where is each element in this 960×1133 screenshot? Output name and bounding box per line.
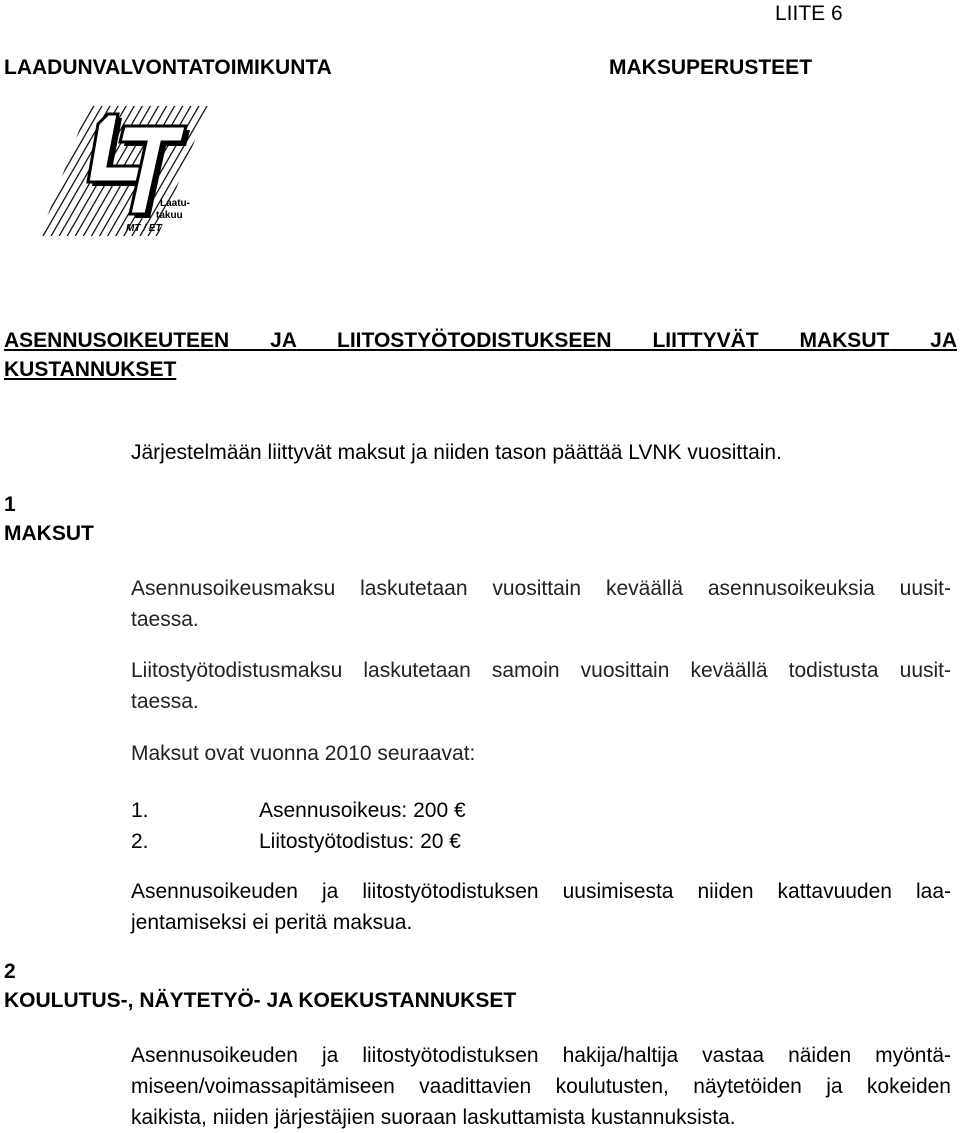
paragraph-line: Asennusoikeusmaksu laskutetaan vuosittain keväällä asennusoikeuksia uusit- (131, 577, 951, 600)
paragraph-line: taessa. (131, 690, 199, 713)
section2-number: 2 (4, 960, 16, 983)
section2-heading: KOULUTUS-, NÄYTETYÖ- JA KOEKUSTANNUKSET (4, 989, 517, 1012)
paragraph-line: jentamiseksi ei peritä maksua. (131, 911, 413, 934)
logo-text-2: takuu (156, 210, 183, 221)
title-word: LIITOSTYÖTODISTUKSEEN (337, 329, 612, 352)
title-word: JA (270, 329, 297, 352)
document-title: MAKSUPERUSTEET (609, 56, 813, 79)
list-item (131, 826, 466, 857)
logo-text-3: MT / ET (126, 223, 162, 234)
section1-number: 1 (4, 493, 16, 516)
title-word: LIITTYVÄT (652, 329, 759, 352)
title-word: MAKSUT (799, 329, 890, 352)
lt-logo (40, 100, 210, 240)
paragraph-line: Asennusoikeuden ja liitostyötodistuksen uusimisesta niiden kattavuuden laa- (131, 880, 951, 903)
list-item-number: 1. (131, 799, 149, 822)
list-item-text: Liitostyötodistus: 20 € (259, 830, 461, 853)
paragraph-renewal (131, 876, 951, 938)
appendix-label: LIITE 6 (775, 2, 843, 25)
logo-graphic (40, 100, 210, 240)
paragraph-line: taessa. (131, 608, 199, 631)
main-title-line-2: KUSTANNUKSET (4, 358, 177, 381)
paragraph-install-fee (131, 573, 951, 635)
section1-intro: Järjestelmään liittyvät maksut ja niiden tason päättää LVNK vuosittain. (131, 441, 782, 464)
organization-name: LAADUNVALVONTATOIMIKUNTA (4, 56, 332, 79)
paragraph-line: miseen/voimassapitämiseen vaadittavien koulutusten, näytetöiden ja kokeiden (131, 1075, 951, 1098)
paragraph-line: Liitostyötodistusmaksu laskutetaan samoin vuosittain keväällä todistusta uusit- (131, 659, 951, 682)
list-item (131, 795, 466, 826)
paragraph-line: kaikista, niiden järjestäjien suoraan laskuttamista kustannuksista. (131, 1106, 736, 1129)
paragraph-line: Asennusoikeuden ja liitostyötodistuksen hakija/haltija vastaa näiden myöntä- (131, 1044, 951, 1067)
main-title-line-1 (4, 326, 957, 355)
main-title (4, 326, 957, 384)
title-word: ASENNUSOIKEUTEEN (4, 329, 230, 352)
section1-heading: MAKSUT (4, 522, 94, 545)
list-item-text: Asennusoikeus: 200 € (259, 799, 466, 822)
paragraph-certificate-fee (131, 655, 951, 717)
paragraph-training-costs (131, 1040, 951, 1133)
title-word: JA (930, 329, 958, 352)
logo-text-1: Laatu- (160, 198, 190, 209)
list-item-number: 2. (131, 830, 149, 853)
fee-list (131, 795, 466, 857)
fees-intro: Maksut ovat vuonna 2010 seuraavat: (131, 742, 476, 765)
